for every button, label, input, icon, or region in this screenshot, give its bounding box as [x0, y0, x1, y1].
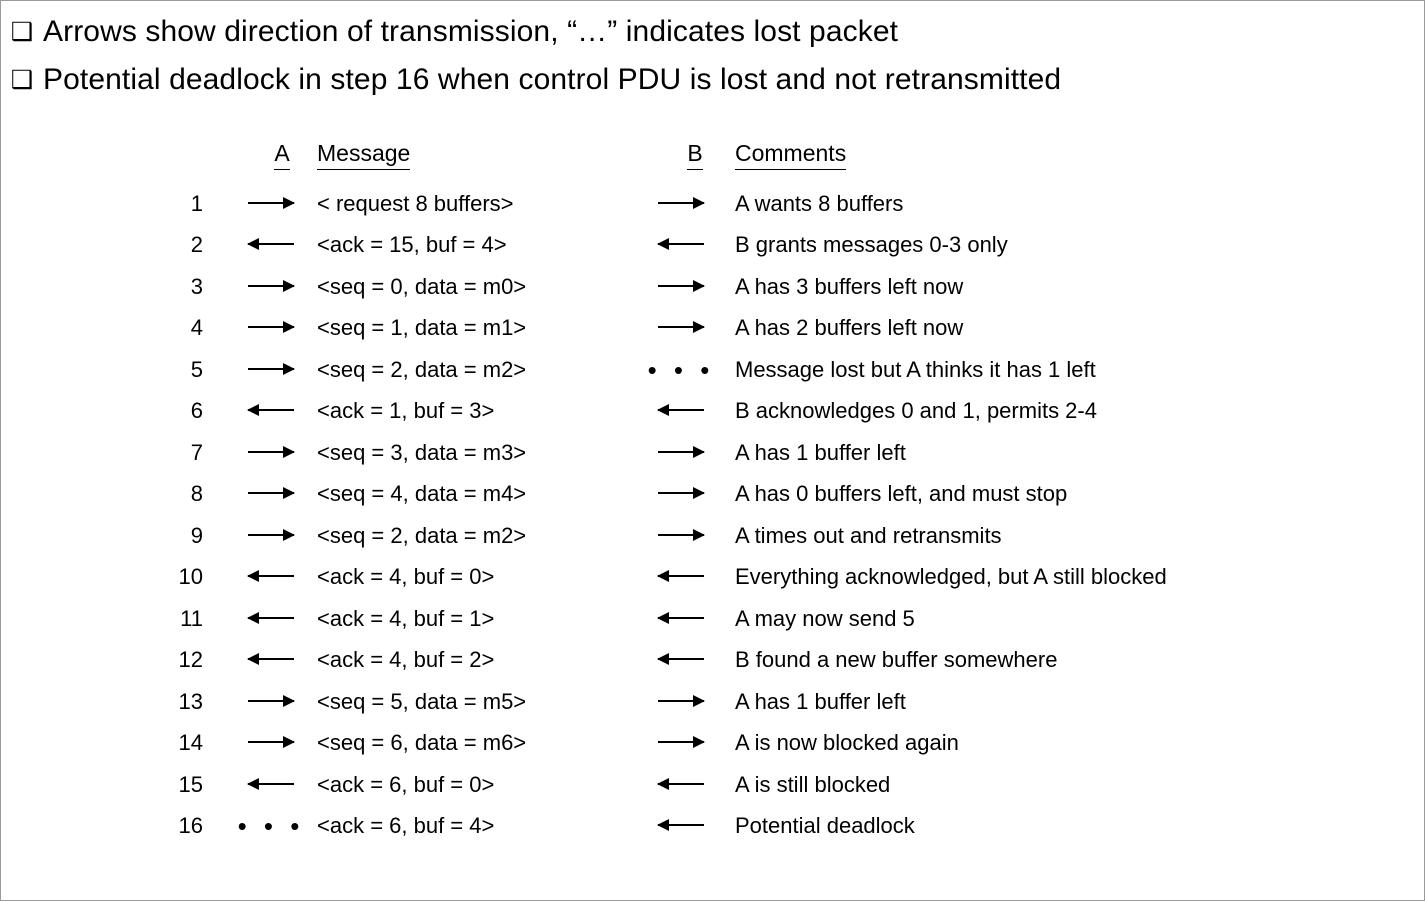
table-row	[141, 308, 1167, 350]
table-row	[141, 515, 1167, 557]
message-text: <ack = 6, buf = 4>	[317, 813, 495, 839]
arrow-right-icon	[658, 444, 704, 460]
comment-text: A has 1 buffer left	[735, 439, 906, 465]
b-direction-cell	[627, 806, 735, 848]
table-row	[141, 432, 1167, 474]
arrow-left-icon	[248, 402, 294, 418]
step-number: 12	[178, 647, 203, 673]
bullet-list	[1, 1, 1424, 101]
b-direction-cell	[627, 557, 735, 599]
table-row	[141, 266, 1167, 308]
message-text: <ack = 4, buf = 0>	[317, 564, 495, 590]
step-number: 14	[178, 730, 203, 756]
comment-text: A is now blocked again	[735, 730, 959, 756]
a-direction-cell	[225, 598, 317, 640]
message-text: <ack = 15, buf = 4>	[317, 232, 507, 258]
arrow-right-icon	[658, 693, 704, 709]
b-direction-cell	[627, 266, 735, 308]
bullet-item-1-text: Arrows show direction of transmission, “…” indicates lost packet	[43, 15, 899, 48]
a-direction-cell	[225, 474, 317, 516]
arrow-left-icon	[248, 776, 294, 792]
arrow-left-icon	[248, 236, 294, 252]
arrow-right-icon	[248, 361, 294, 377]
b-direction-cell	[627, 432, 735, 474]
table-row	[141, 225, 1167, 267]
b-direction-cell	[627, 308, 735, 350]
step-number: 16	[178, 813, 203, 839]
header-a-label: A	[274, 140, 289, 170]
comment-text: Message lost but A thinks it has 1 left	[735, 356, 1096, 382]
comment-text: A has 3 buffers left now	[735, 273, 964, 299]
step-number: 5	[190, 356, 203, 382]
a-direction-cell	[225, 515, 317, 557]
comment-text: Everything acknowledged, but A still blocked	[735, 564, 1167, 590]
header-b-label: B	[687, 140, 702, 170]
b-direction-cell	[627, 640, 735, 682]
step-number: 15	[178, 771, 203, 797]
step-number: 1	[190, 190, 203, 216]
step-number: 11	[180, 605, 203, 631]
step-number: 10	[178, 564, 203, 590]
message-text: <seq = 4, data = m4>	[317, 481, 527, 507]
header-b	[627, 127, 735, 183]
header-comments-label: Comments	[735, 140, 846, 170]
arrow-right-icon	[658, 319, 704, 335]
a-direction-cell	[225, 349, 317, 391]
a-direction-cell	[225, 764, 317, 806]
table-row	[141, 806, 1167, 848]
step-number: 2	[190, 232, 203, 258]
b-direction-cell	[627, 764, 735, 806]
arrow-right-icon	[658, 734, 704, 750]
table-row	[141, 474, 1167, 516]
b-direction-cell	[627, 723, 735, 765]
table-row	[141, 391, 1167, 433]
a-direction-cell	[225, 640, 317, 682]
bullet-item-1	[1, 11, 1424, 53]
table-row	[141, 557, 1167, 599]
comment-text: A has 1 buffer left	[735, 688, 906, 714]
arrow-left-icon	[658, 776, 704, 792]
arrow-right-icon	[658, 485, 704, 501]
b-direction-cell	[627, 598, 735, 640]
protocol-trace-table-wrap	[1, 127, 1424, 847]
a-direction-cell	[225, 723, 317, 765]
comment-text: A is still blocked	[735, 771, 891, 797]
message-text: <seq = 5, data = m5>	[317, 688, 527, 714]
message-text: <seq = 0, data = m0>	[317, 273, 527, 299]
comment-text: A may now send 5	[735, 605, 915, 631]
arrow-left-icon	[658, 610, 704, 626]
arrow-right-icon	[658, 195, 704, 211]
arrow-left-icon	[658, 402, 704, 418]
step-number: 4	[190, 315, 203, 341]
step-number: 13	[178, 688, 203, 714]
a-direction-cell	[225, 806, 317, 848]
arrow-left-icon	[248, 568, 294, 584]
message-text: <ack = 4, buf = 1>	[317, 605, 495, 631]
message-text: <seq = 2, data = m2>	[317, 522, 527, 548]
message-text: <seq = 3, data = m3>	[317, 439, 527, 465]
bullet-item-2	[1, 59, 1424, 101]
comment-text: A times out and retransmits	[735, 522, 1002, 548]
table-row	[141, 349, 1167, 391]
protocol-trace-table	[141, 127, 1167, 847]
a-direction-cell	[225, 681, 317, 723]
arrow-left-icon	[658, 236, 704, 252]
lost-packet-dots-icon: • • •	[237, 811, 305, 842]
table-row	[141, 598, 1167, 640]
table-body	[141, 183, 1167, 847]
table-row	[141, 183, 1167, 225]
step-number: 6	[190, 398, 203, 424]
arrow-left-icon	[248, 610, 294, 626]
comment-text: A has 2 buffers left now	[735, 315, 964, 341]
a-direction-cell	[225, 391, 317, 433]
arrow-right-icon	[658, 527, 704, 543]
arrow-right-icon	[248, 693, 294, 709]
arrow-left-icon	[248, 651, 294, 667]
table-row	[141, 764, 1167, 806]
arrow-right-icon	[248, 527, 294, 543]
b-direction-cell	[627, 349, 735, 391]
a-direction-cell	[225, 183, 317, 225]
message-text: <ack = 6, buf = 0>	[317, 771, 495, 797]
table-header	[141, 127, 1167, 183]
b-direction-cell	[627, 474, 735, 516]
message-text: <seq = 2, data = m2>	[317, 356, 527, 382]
header-message-label: Message	[317, 140, 410, 170]
comment-text: B acknowledges 0 and 1, permits 2-4	[735, 398, 1097, 424]
a-direction-cell	[225, 557, 317, 599]
a-direction-cell	[225, 308, 317, 350]
comment-text: Potential deadlock	[735, 813, 915, 839]
message-text: < request 8 buffers>	[317, 190, 514, 216]
b-direction-cell	[627, 183, 735, 225]
table-row	[141, 640, 1167, 682]
bullet-square-icon: ❑	[10, 66, 34, 94]
message-text: <seq = 1, data = m1>	[317, 315, 527, 341]
comment-text: A has 0 buffers left, and must stop	[735, 481, 1068, 507]
arrow-left-icon	[658, 651, 704, 667]
arrow-right-icon	[248, 734, 294, 750]
lost-packet-dots-icon: • • •	[647, 354, 715, 385]
arrow-right-icon	[248, 195, 294, 211]
table-row	[141, 723, 1167, 765]
step-number: 9	[190, 522, 203, 548]
arrow-right-icon	[248, 485, 294, 501]
header-comments	[735, 127, 1167, 183]
table-header-row	[141, 127, 1167, 183]
message-text: <ack = 1, buf = 3>	[317, 398, 495, 424]
b-direction-cell	[627, 515, 735, 557]
message-text: <seq = 6, data = m6>	[317, 730, 527, 756]
comment-text: A wants 8 buffers	[735, 190, 904, 216]
arrow-right-icon	[248, 444, 294, 460]
header-message	[317, 127, 627, 183]
comment-text: B grants messages 0-3 only	[735, 232, 1008, 258]
arrow-right-icon	[658, 278, 704, 294]
a-direction-cell	[225, 432, 317, 474]
step-number: 7	[190, 439, 203, 465]
arrow-left-icon	[658, 817, 704, 833]
b-direction-cell	[627, 225, 735, 267]
header-a	[225, 127, 317, 183]
arrow-right-icon	[248, 278, 294, 294]
arrow-left-icon	[658, 568, 704, 584]
a-direction-cell	[225, 225, 317, 267]
step-number: 3	[190, 273, 203, 299]
step-number: 8	[190, 481, 203, 507]
header-step	[141, 127, 225, 183]
bullet-square-icon: ❑	[10, 18, 34, 46]
arrow-right-icon	[248, 319, 294, 335]
b-direction-cell	[627, 391, 735, 433]
table-row	[141, 681, 1167, 723]
comment-text: B found a new buffer somewhere	[735, 647, 1058, 673]
b-direction-cell	[627, 681, 735, 723]
bullet-item-2-text: Potential deadlock in step 16 when control PDU is lost and not retransmitted	[43, 63, 1062, 96]
a-direction-cell	[225, 266, 317, 308]
message-text: <ack = 4, buf = 2>	[317, 647, 495, 673]
